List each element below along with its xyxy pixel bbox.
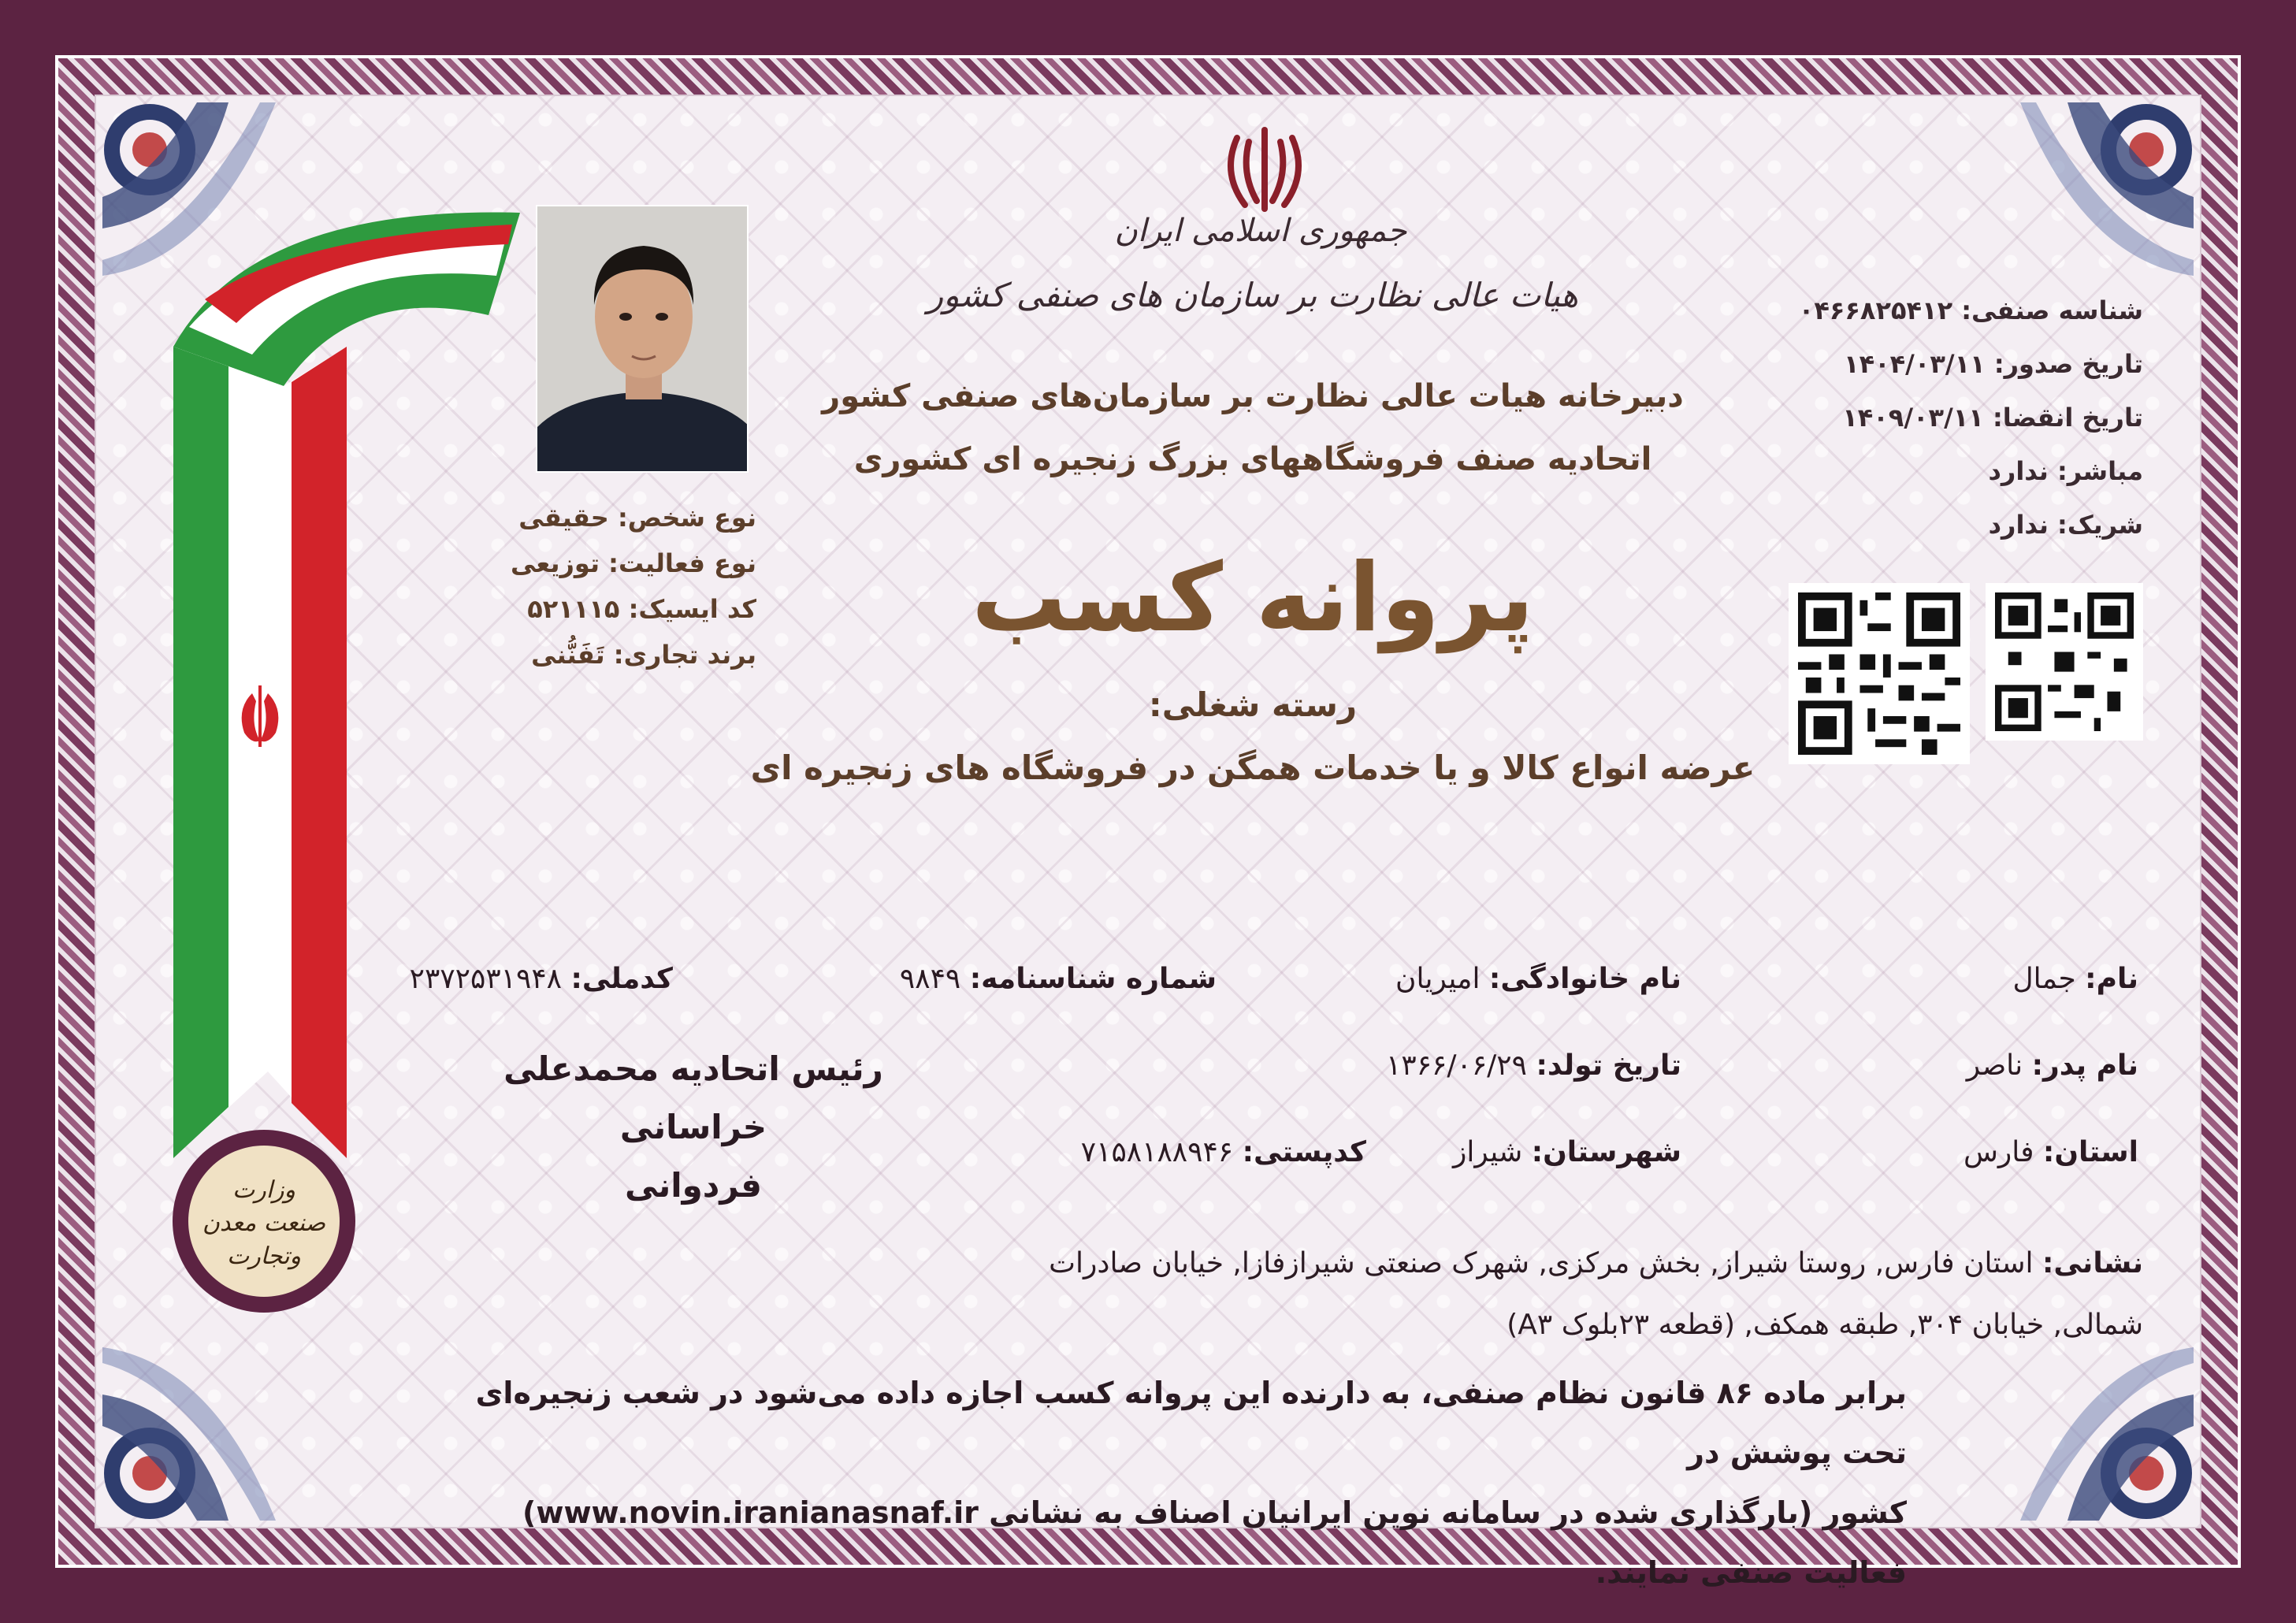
isic-code-row: کد ایسیک: ۵۲۱۱۱۵ — [527, 594, 756, 624]
last-name: نام خانوادگی: امیریان — [1395, 963, 1681, 995]
holder-photo — [536, 205, 749, 473]
person-type-row: نوع شخص: حقیقی — [518, 503, 756, 533]
union-president: رئیس اتحادیه محمدعلی خراسانی فردوانی — [503, 1049, 883, 1205]
postal-code: کدپستی: ۷۱۵۸۱۸۸۹۴۶ — [1080, 1136, 1366, 1168]
partner-row: شریک: ندارد — [1988, 510, 2143, 540]
expiry-date-row: تاریخ انقضا: ۱۴۰۹/۰۳/۱۱ — [1842, 403, 2143, 433]
activity-type-row: نوع فعالیت: توزیعی — [511, 548, 756, 578]
org-line-2: اتحادیه صنف فروشگاههای بزرگ زنجیره ای کشوری — [853, 441, 1652, 477]
qr-code-large — [1789, 583, 1970, 764]
legal-notice: برابر ماده ۸۶ قانون نظام صنفی، به دارنده این پروانه کسب اجازه داده می‌شود در شعب زنجیره‌ای تحت پوشش در کشور (بارگذاری شده در سامانه نوین ایرانیان اصناف به نشانی www.novin.iranianasnaf.ir) فعالیت صنفی نمایند. — [475, 1376, 1907, 1590]
qr-code-small — [1986, 583, 2143, 741]
business-field-value: عرضه انواع کالا و یا خدمات همگن در فروشگاه های زنجیره ای — [750, 748, 1755, 787]
first-name: نام: جمال — [2012, 963, 2138, 995]
manager-row: مباشر: ندارد — [1988, 456, 2143, 486]
org-line-1: دبیرخانه هیات عالی نظارت بر سازمان‌های صنفی کشور — [822, 378, 1684, 414]
board-title: هیات عالی نظارت بر سازمان های صنفی کشور — [927, 276, 1579, 314]
corner-ornament-icon — [102, 1339, 284, 1521]
city: شهرستان: شیراز — [1452, 1136, 1681, 1168]
qr-code-icon — [1798, 592, 1960, 755]
seal-line-3: وتجارت — [226, 1242, 302, 1270]
license-info — [1765, 284, 2143, 552]
brand-row: برند تجاری: تَفَنُّنی — [531, 640, 756, 670]
flag-ribbon-icon — [158, 189, 520, 1166]
father-name: نام پدر: ناصر — [1966, 1049, 2138, 1082]
republic-title: جمهوری اسلامی ایران — [1114, 213, 1407, 249]
address: نشانی: استان فارس, روستا شیراز, بخش مرکزی, شهرک صنعتی شیرازفازا, خیابان صادرات شمالی, خیابان ۳۰۴, طبقه همکف, (قطعه ۲۳بلوک A۳) — [1049, 1247, 2143, 1341]
birth-date: تاریخ تولد: ۱۳۶۶/۰۶/۲۹ — [1386, 1049, 1681, 1082]
business-field-label: رسته شغلی: — [1148, 685, 1358, 724]
province: استان: فارس — [1963, 1136, 2138, 1168]
iran-emblem-icon — [1213, 118, 1316, 221]
person-photo-icon — [537, 206, 749, 473]
ministry-seal-icon — [169, 1127, 359, 1316]
issue-date-row: تاریخ صدور: ۱۴۰۴/۰۳/۱۱ — [1844, 349, 2143, 379]
id-number: شماره شناسنامه: ۹۸۴۹ — [899, 963, 1217, 995]
corner-ornament-icon — [2012, 102, 2194, 284]
corner-ornament-icon — [2012, 1339, 2194, 1521]
qr-code-icon — [1995, 592, 2134, 731]
certificate-title: پروانه کسب — [972, 544, 1534, 653]
national-code: کدملی: ۲۳۷۲۵۳۱۹۴۸ — [409, 963, 673, 995]
guild-id-row: شناسه صنفی: ۰۴۶۶۸۲۵۴۱۲ — [1798, 295, 2143, 325]
seal-line-2: صنعت معدن — [202, 1209, 326, 1237]
seal-line-1: وزارت — [232, 1176, 296, 1204]
